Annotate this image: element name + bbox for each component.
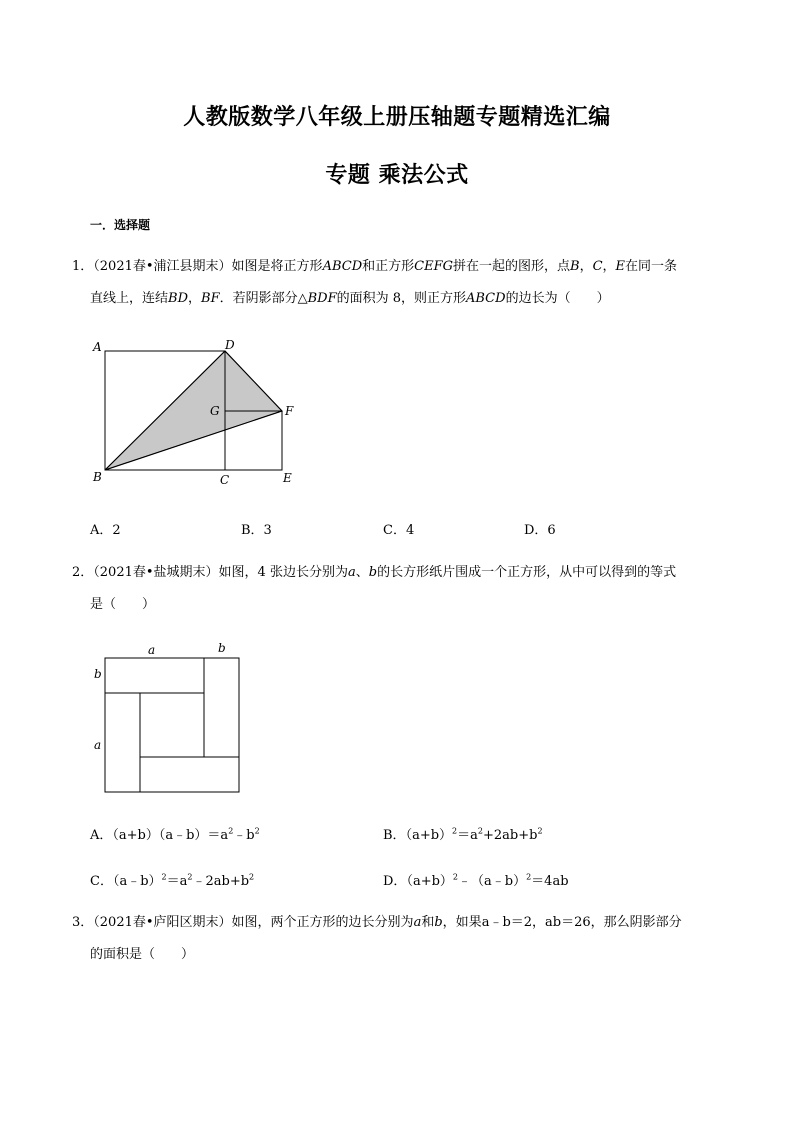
label-e: E xyxy=(283,471,292,485)
rect-right xyxy=(204,658,239,757)
label-b: B xyxy=(93,470,102,484)
label-d: D xyxy=(225,338,235,352)
q1-line2: 直线上，连结BD，BF．若阴影部分△BDF的面积为 8，则正方形ABCD的边长为（ ） xyxy=(90,291,610,306)
q1-option-b[interactable]: B．3 xyxy=(241,523,272,538)
document-subtitle: 专题 乘法公式 xyxy=(325,163,469,188)
q3-line2: 的面积是（ ） xyxy=(90,947,195,962)
label-a: A xyxy=(93,340,102,354)
q3-line1: 3．（2021春•庐阳区期末）如图，两个正方形的边长分别为a和b，如果a﹣b＝2，ab＝26，那么阴影部分 xyxy=(72,915,682,930)
outer-square xyxy=(105,658,239,792)
q2-figure xyxy=(88,638,248,798)
q2-option-d[interactable]: D．$(a+b)^2﹣(a﹣b)^2=4ab$ xyxy=(383,872,569,889)
document-title: 人教版数学八年级上册压轴题专题精选汇编 xyxy=(183,105,611,130)
q3-number: 3． xyxy=(72,915,94,930)
q2-option-c[interactable]: C．$(a﹣b)^2=a^2﹣2ab+b^2$ xyxy=(90,872,255,889)
rect-bottom xyxy=(140,757,239,792)
q1-line1: 1．（2021春•浦江县期末）如图是将正方形ABCD和正方形CEFG拼在一起的图形，点B，C，E在同一条 xyxy=(72,259,678,274)
rect-top xyxy=(105,658,204,693)
q2-option-a[interactable]: A．$(a+b)(a﹣b)=a^2﹣b^2$ xyxy=(90,826,260,843)
q1-source: （2021春•浦江县期末） xyxy=(93,259,232,274)
q2-number: 2． xyxy=(72,565,94,580)
q1-option-c[interactable]: C．4 xyxy=(383,523,415,538)
label-f: F xyxy=(285,404,294,418)
label-left-b: b xyxy=(94,667,102,681)
q2-source: （2021春•盐城期末） xyxy=(93,565,219,580)
q1-option-d[interactable]: D．6 xyxy=(524,523,556,538)
label-g: G xyxy=(210,404,220,418)
rect-left xyxy=(105,693,140,792)
q1-number: 1． xyxy=(72,259,94,274)
label-c: C xyxy=(220,473,230,487)
section-heading: 一．选择题 xyxy=(90,218,151,232)
q2-line1: 2．（2021春•盐城期末）如图，4 张边长分别为a、b的长方形纸片围成一个正方形，从中可以得到的等式 xyxy=(72,565,677,580)
label-left-a: a xyxy=(94,738,102,752)
q3-source: （2021春•庐阳区期末） xyxy=(93,915,232,930)
q1-figure xyxy=(88,335,318,495)
q2-option-b[interactable]: B．$(a+b)^2=a^2+2ab+b^2$ xyxy=(383,826,543,843)
label-top-a: a xyxy=(148,643,156,657)
q2-line2: 是（ ） xyxy=(90,597,156,612)
q1-option-a[interactable]: A．2 xyxy=(90,523,121,538)
label-top-b: b xyxy=(218,641,226,655)
